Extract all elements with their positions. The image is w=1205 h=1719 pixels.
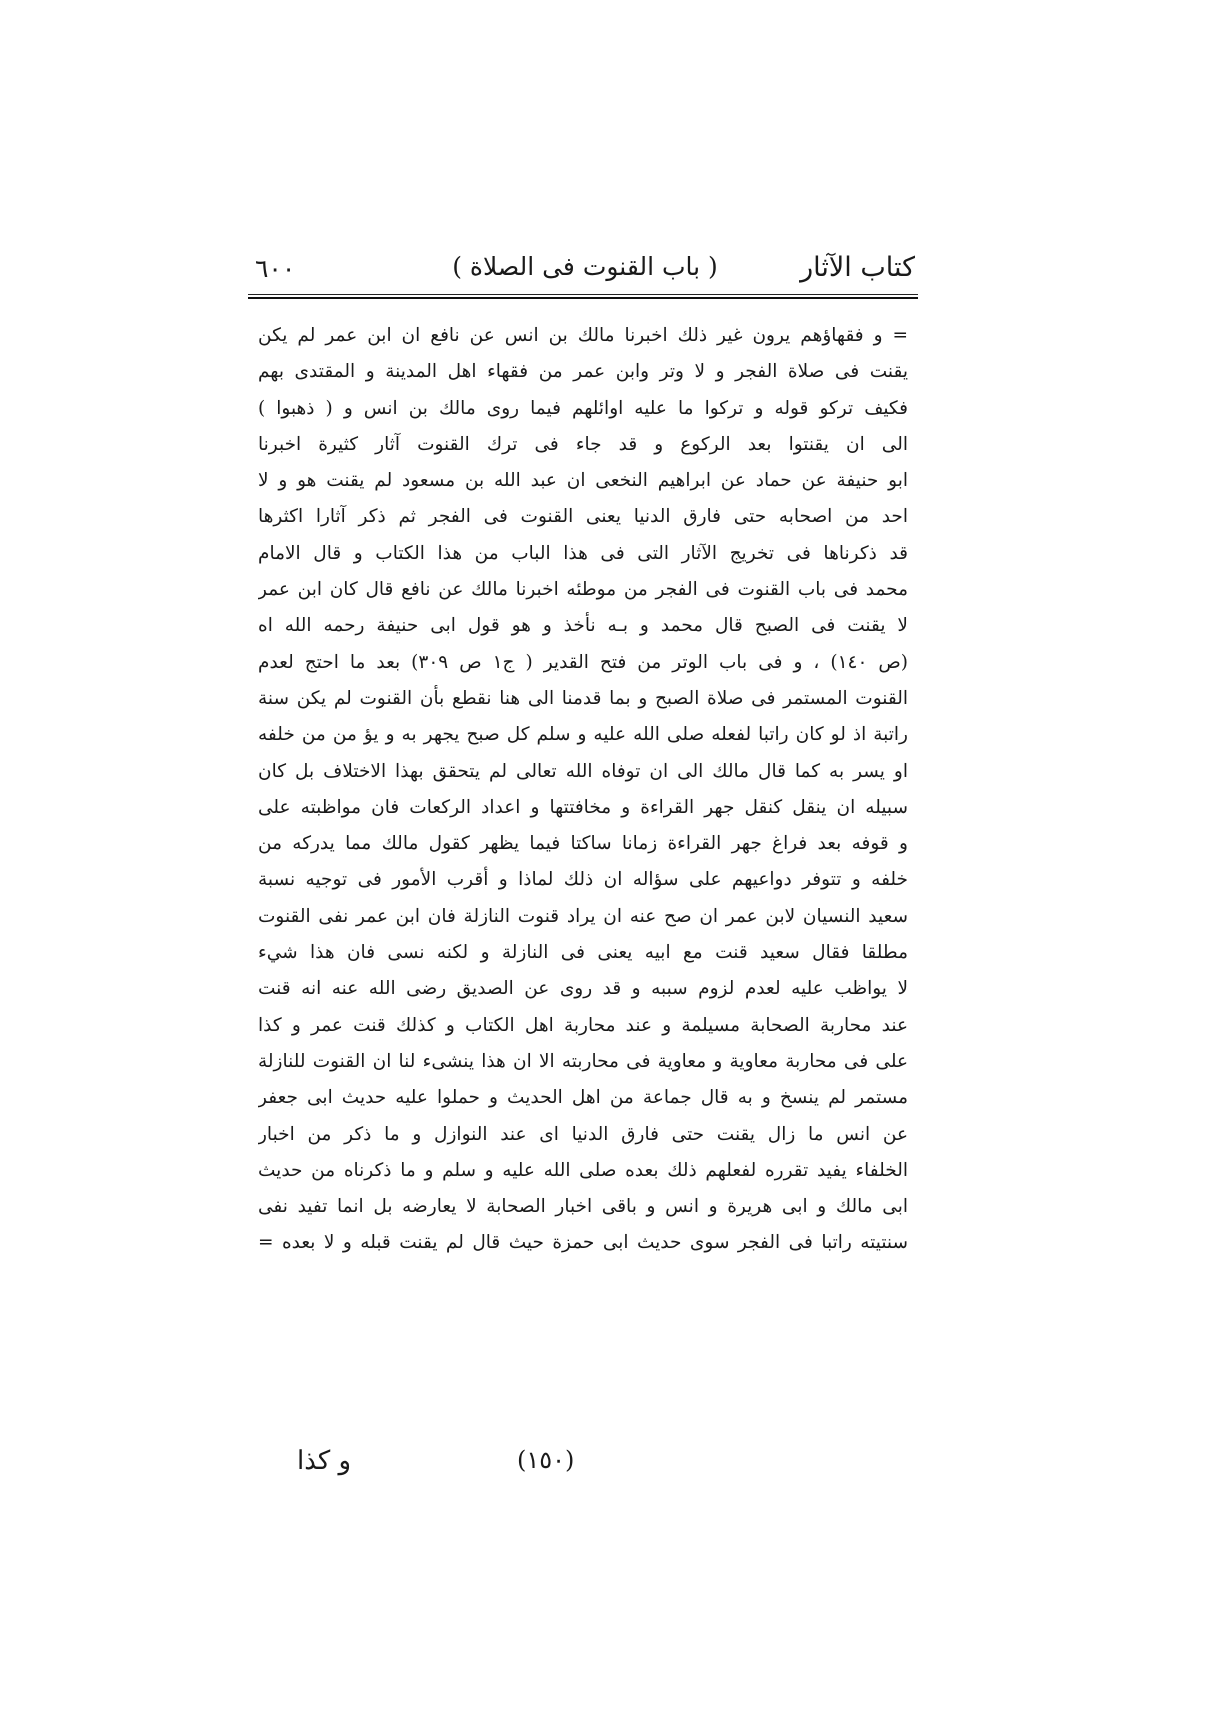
- text-line: سعيد النسيان لابن عمر ان صح عنه ان يراد قنوت النازلة فان ابن عمر نفى القنوت: [258, 905, 908, 927]
- text-line: عن انس ما زال يقنت حتى فارق الدنيا اى عند النوازل و ما ذكر من اخبار: [258, 1123, 908, 1145]
- body-text: [258, 318, 908, 1262]
- page-footer: [255, 1446, 910, 1486]
- text-line: محمد فى باب القنوت فى الفجر من موطئه اخبرنا مالك عن نافع قال كان ابن عمر: [258, 579, 908, 601]
- text-line: راتبة اذ لو كان راتبا لفعله صلى الله عليه و سلم كل صبح يجهر به و يؤ من من خلفه: [258, 724, 908, 746]
- signature-mark: (١٥٠): [517, 1446, 575, 1474]
- text-line: القنوت المستمر فى صلاة الصبح و بما قدمنا الى هنا نقطع بأن القنوت لم يكن سنة: [258, 687, 908, 709]
- text-line: ابو حنيفة عن حماد عن ابراهيم النخعى ان عبد الله بن مسعود لم يقنت هو و لا: [258, 470, 908, 492]
- text-line: (ص ١٤٠) ، و فى باب الوتر من فتح القدير ( ج١ ص ٣٠٩) بعد ما احتج لعدم: [258, 651, 908, 673]
- text-line: مطلقا فقال سعيد قنت مع ابيه يعنى فى النازلة و لكنه نسى فان هذا شيء: [258, 942, 908, 964]
- text-line: الى ان يقنتوا بعد الركوع و قد جاء فى ترك القنوت آثار كثيرة اخبرنا: [258, 433, 908, 455]
- header-rule-thick: [248, 297, 918, 299]
- text-line: فكيف تركو قوله و تركوا ما عليه اوائلهم فيما روى مالك بن انس و ( ذهبوا ): [258, 397, 908, 419]
- chapter-title: ( باب القنوت فى الصلاة ): [452, 252, 718, 281]
- text-line: يقنت فى صلاة الفجر و لا وتر وابن عمر من فقهاء اهل المدينة و المقتدى بهم: [258, 361, 908, 383]
- text-line: خلفه و تتوفر دواعيهم على سؤاله ان ذلك لماذا و أقرب الأمور فى توجيه نسبة: [258, 869, 908, 891]
- text-line: لا يقنت فى الصبح قال محمد و بـه نأخذ و هو قول ابى حنيفة رحمه الله اه: [258, 615, 908, 637]
- text-line: قد ذكرناها فى تخريج الآثار التى فى هذا الباب من هذا الكتاب و قال الامام: [258, 542, 908, 564]
- text-line: سبيله ان ينقل كنقل جهر القراءة و مخافتتها و اعداد الركعات فان مواظبته على: [258, 796, 908, 818]
- text-line: عند محاربة الصحابة مسيلمة و عند محاربة اهل الكتاب و كذلك قنت عمر و كذا: [258, 1014, 908, 1036]
- page-number: ٦٠٠: [255, 254, 296, 283]
- text-line: سنتيته راتبا فى الفجر سوى حديث ابى حمزة حيث قال لم يقنت قبله و لا بعده =: [258, 1232, 908, 1254]
- text-line: احد من اصحابه حتى فارق الدنيا يعنى القنوت فى الفجر ثم ذكر آثارا اكثرها: [258, 506, 908, 528]
- text-line: مستمر لم ينسخ و به قال جماعة من اهل الحديث و حملوا عليه حديث ابى جعفر: [258, 1087, 908, 1109]
- text-line: و قوفه بعد فراغ جهر القراءة زمانا ساكتا فيما يظهر كقول مالك مما يدركه من: [258, 833, 908, 855]
- text-line: = و فقهاؤهم يرون غير ذلك اخبرنا مالك بن انس عن نافع ان ابن عمر لم يكن: [258, 325, 908, 346]
- text-line: لا يواظب عليه لعدم لزوم سببه و قد روى عن الصديق رضى الله عنه انه قنت: [258, 978, 908, 1000]
- text-line: على فى محاربة معاوية و معاوية فى محاربته الا ان هذا ينشىء لنا ان القنوت للنازلة: [258, 1050, 908, 1072]
- book-title: كتاب الآثار: [800, 252, 915, 283]
- catchword: و كذا: [297, 1446, 352, 1476]
- header-rule: [248, 294, 918, 295]
- text-line: الخلفاء يفيد تقرره لفعلهم ذلك بعده صلى الله عليه و سلم و ما ذكرناه من حديث: [258, 1159, 908, 1181]
- text-line: ابى مالك و ابى هريرة و انس و باقى اخبار الصحابة لا يعارضه بل انما تفيد نفى: [258, 1196, 908, 1218]
- text-line: او يسر به كما قال مالك الى ان توفاه الله تعالى لم يتحقق بهذا الاختلاف بل كان: [258, 760, 908, 782]
- page-header: [255, 252, 915, 292]
